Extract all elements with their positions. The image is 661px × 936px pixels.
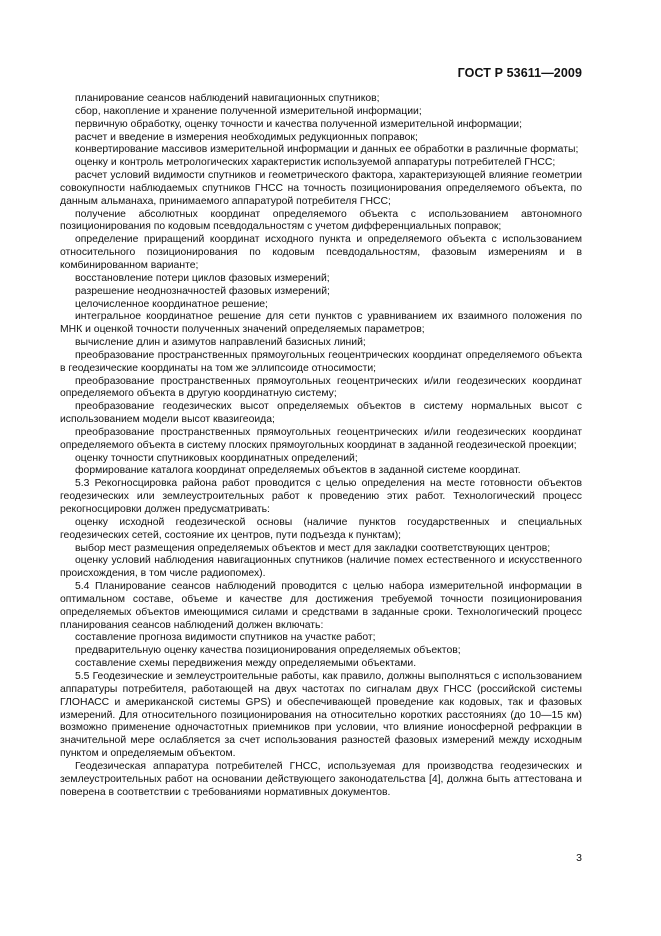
paragraph: вычисление длин и азимутов направлений базисных линий; [75, 337, 366, 349]
paragraph: оценку точности спутниковых координатных определений; [75, 452, 358, 464]
page-number: 3 [576, 852, 582, 864]
paragraph: предварительную оценку качества позиционирования определяемых объектов; [75, 645, 461, 657]
paragraph: определение приращений координат исходного пункта и определяемого объекта с использованием относительного позиционирования по кодовым псевдодальностям, фазовым измерениям и в комбинированном варианте; [60, 234, 582, 271]
paragraph: формирование каталога координат определяемых объектов в заданной системе координат. [75, 465, 521, 477]
paragraph: выбор мест размещения определяемых объектов и мест для закладки соответствующих центров; [75, 542, 551, 554]
paragraph: преобразование пространственных прямоугольных геоцентрических координат определяемого объекта в геодезические координаты на том же эллипсоиде относимости; [60, 349, 582, 374]
paragraph: составление схемы передвижения между определяемыми объектами. [75, 658, 417, 670]
paragraph: конвертирование массивов измерительной информации и данных ее обработки в различные форматы; [75, 144, 579, 156]
paragraph: первичную обработку, оценку точности и качества полученной измерительной информации; [75, 118, 522, 130]
paragraph: получение абсолютных координат определяемого объекта с использованием автономного позиционирования по кодовым псевдодальностям с учетом дифференциальных поправок; [60, 208, 582, 233]
document-id: ГОСТ Р 53611—2009 [457, 66, 582, 80]
paragraph: преобразование пространственных прямоугольных геоцентрических и/или геодезических координат определяемого объекта в другую координатную систему; [60, 375, 582, 400]
paragraph: преобразование геодезических высот определяемых объектов в систему нормальных высот с использованием модели высот квазигеоида; [60, 401, 582, 426]
paragraph: оценку условий наблюдения навигационных спутников (наличие помех естественного и искусственного происхождения, в том числе радиопомех). [60, 555, 582, 580]
paragraph: расчет и введение в измерения необходимых редукционных поправок; [75, 131, 418, 143]
paragraph: преобразование пространственных прямоугольных геоцентрических и/или геодезических координат определяемого объекта в систему плоских прямоугольных координат в заданной геодезической проекции; [60, 426, 582, 451]
paragraph: оценку исходной геодезической основы (наличие пунктов государственных и специальных геодезических сетей, состояние их центров, пути подъезда к пунктам); [60, 516, 582, 541]
paragraph: Геодезическая аппаратура потребителей ГНСС, используемая для производства геодезических и землеустроительных работ на основании действующего законодательства [4], должна быть аттестована и поверена в соответствии с требованиями нормативных документов. [60, 760, 582, 798]
paragraph: планирование сеансов наблюдений навигационных спутников; [75, 93, 380, 104]
section-5-4: 5.4 Планирование сеансов наблюдений проводится с целью набора измерительной информации в оптимальном составе, объеме и качестве для достижения требуемой точности позиционирования определяемых объектов имеющимися силами и средствами в заданные сроки. Технологический процесс планирования сеансов наблюдений должен включать: [60, 581, 582, 631]
paragraph: оценку и контроль метрологических характеристик используемой аппаратуры потребителей ГНСС; [75, 157, 556, 169]
paragraph: восстановление потери циклов фазовых измерений; [75, 272, 330, 284]
section-5-3: 5.3 Рекогносцировка района работ проводится с целью определения на месте готовности объектов геодезических или землеустроительных работ к проведению этих работ. Технологический процесс рекогносцировки должен предусматривать: [60, 478, 582, 515]
section-5-5: 5.5 Геодезические и землеустроительные работы, как правило, должны выполняться с использованием аппаратуры потребителя, работающей на двух частотах по сигналам двух ГНСС (российской системы ГЛОНАСС и американской системы GPS) и обеспечивающей проведение как кодовых, так и фазовых измерений. Для относительного позиционирования на относительно коротких расстояниях (до 10—15 км) возможно применение одночастотных приемников при условии, что влияние ионосферной рефракции в значительной мере ослабляется за счет использования разностей фазовых измерений между исходным пунктом и определяемым объектом. [60, 670, 582, 760]
paragraph: сбор, накопление и хранение полученной измерительной информации; [75, 105, 422, 117]
paragraph: разрешение неоднозначностей фазовых измерений; [75, 285, 330, 297]
paragraph: интегральное координатное решение для сети пунктов с уравниванием их взаимного положения по МНК и оценкой точности полученных значений определяемых параметров; [60, 311, 582, 336]
paragraph: расчет условий видимости спутников и геометрического фактора, характеризующей влияние геометрии совокупности наблюдаемых спутников ГНСС на точность позиционирования определяемого объекта, по данным альманаха, принимаемого аппаратурой потребителя ГНСС; [60, 170, 582, 207]
document-body [60, 93, 582, 799]
paragraph: целочисленное координатное решение; [75, 298, 268, 310]
paragraph: составление прогноза видимости спутников на участке работ; [75, 632, 376, 644]
